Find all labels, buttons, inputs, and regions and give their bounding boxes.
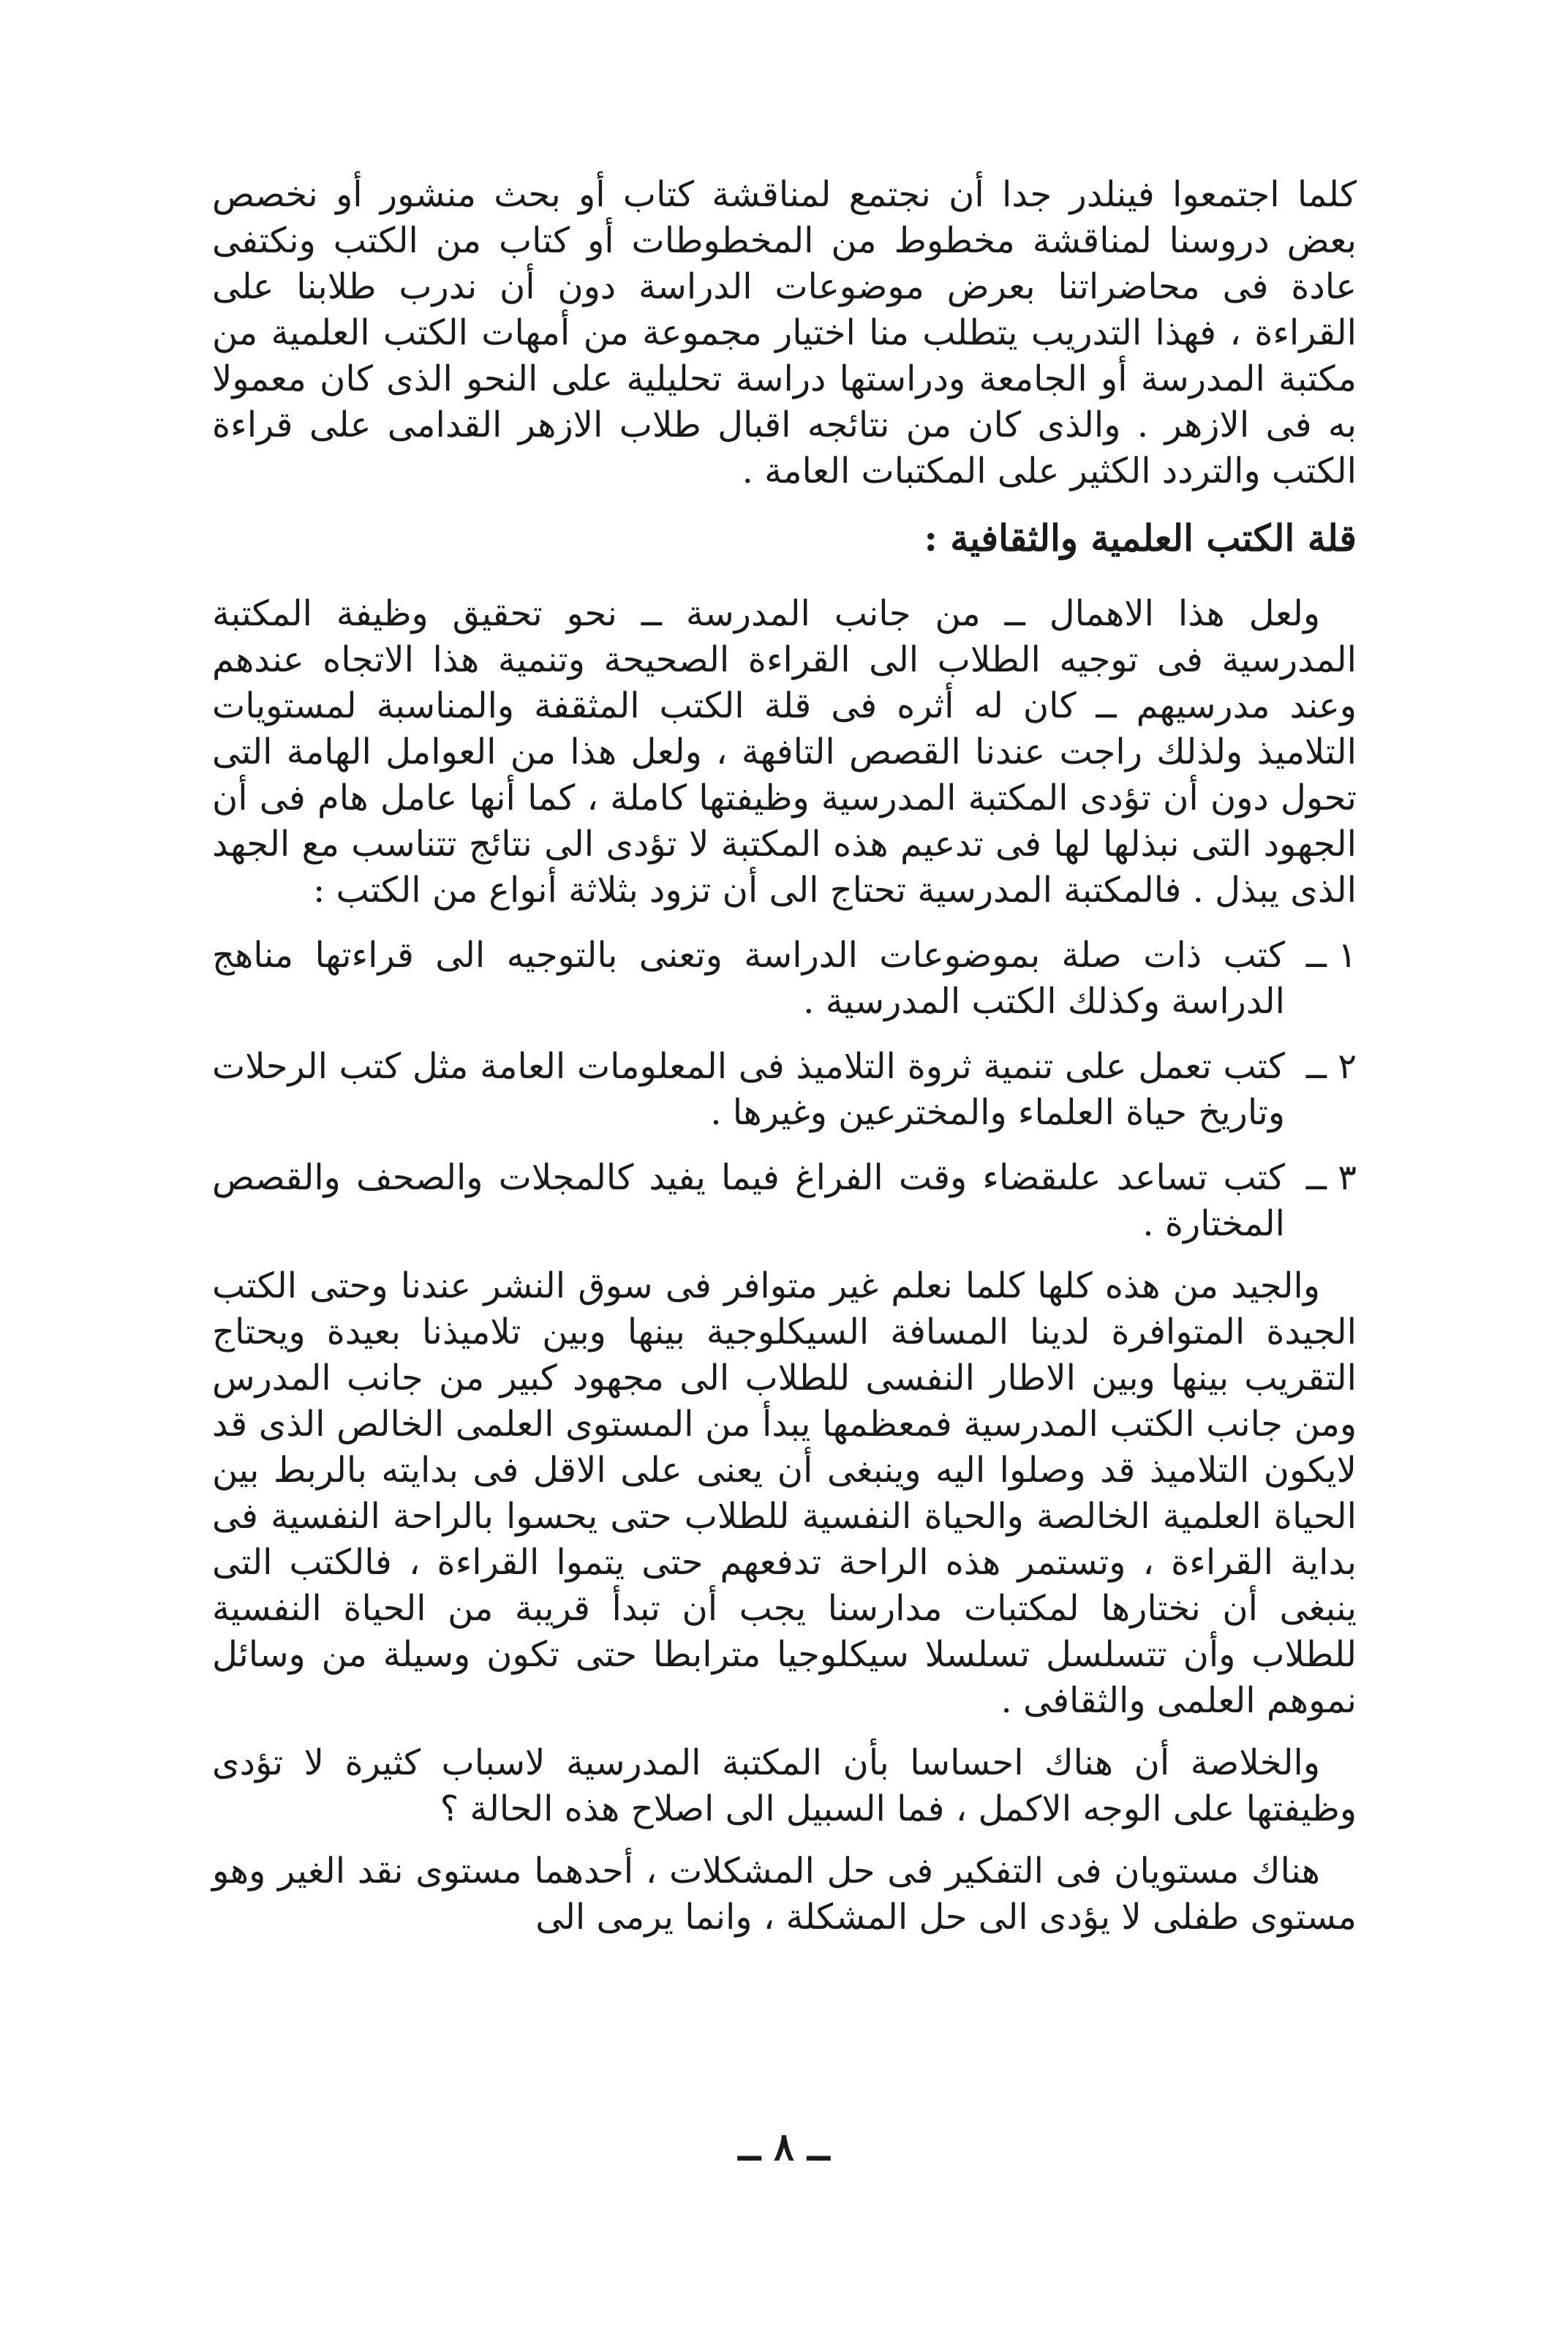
paragraph-problem-solving: هناك مستويان فى التفكير فى حل المشكلات ، أحدهما مستوى نقد الغير وهو مستوى طفلى لا يؤدى الى حل المشكلة ، وانما يرمى الى <box>212 1851 1357 1938</box>
page-number: ــ ٨ ــ <box>738 2125 830 2169</box>
list-marker: ٣ ــ <box>1305 1157 1357 1198</box>
list-item <box>212 1155 1357 1247</box>
paragraph-good-books: والجيد من هذه كلها كلما نعلم غير متوافر فى سوق النشر عندنا وحتى الكتب الجيدة المتوافرة لدينا المسافة السيكلوجية بينها وبين تلاميذنا بعيدة ويحتاج التقريب بينها وبين الاطار النفسى للطلاب الى مجهود كبير من جانب المدرس ومن جانب الكتب المدرسية فمعظمها يبدأ من المستوى العلمى الخالص الذى قد لايكون التلاميذ قد وصلوا اليه وينبغى أن يعنى على الاقل فى بدايته بالربط بين الحياة العلمية الخالصة والحياة النفسية للطلاب حتى يحسوا بالراحة النفسية فى بداية القراءة ، وتستمر هذه الراحة تدفعهم حتى يتموا القراءة ، فالكتب التى ينبغى أن نختارها لمكتبات مدارسنا يجب أن تبدأ قريبة من الحياة النفسية للطلاب وأن تتسلسل تسلسلا سيكلوجيا مترابطا حتى تكون وسيلة من وسائل نموهم العلمى والثقافى . <box>212 1265 1357 1721</box>
list-item <box>212 933 1357 1025</box>
list-marker: ١ ــ <box>1305 935 1357 976</box>
page-body <box>212 172 1357 1941</box>
paragraph-library-neglect: ولعل هذا الاهمال ــ من جانب المدرسة ــ نحو تحقيق وظيفة المكتبة المدرسية فى توجيه الطلاب الى القراءة الصحيحة وتنمية هذا الاتجاه عندهم وعند مدرسيهم ــ كان له أثره فى قلة الكتب المثقفة والمناسبة لمستويات التلاميذ ولذلك راجت عندنا القصص التافهة ، ولعل هذا من العوامل الهامة التى تحول دون أن تؤدى المكتبة المدرسية وظيفتها كاملة ، كما أنها عامل هام فى أن الجهود التى نبذلها لها فى تدعيم هذه المكتبة لا تؤدى الى نتائج تتناسب مع الجهد الذى يبذل . فالمكتبة المدرسية تحتاج الى أن تزود بثلاثة أنواع من الكتب : <box>212 593 1357 911</box>
list-item <box>212 1044 1357 1136</box>
paragraph-conclusion: والخلاصة أن هناك احساسا بأن المكتبة المدرسية لاسباب كثيرة لا تؤدى وظيفتها على الوجه الاكمل ، فما السبيل الى اصلاح هذه الحالة ؟ <box>212 1742 1357 1829</box>
list-item-text: كتب ذات صلة بموضوعات الدراسة وتعنى بالتوجيه الى قراءتها مناهج الدراسة وكذلك الكتب المدرسية . <box>212 935 1285 1022</box>
list-item-text: كتب تساعد علىقضاء وقت الفراغ فيما يفيد كالمجلات والصحف والقصص المختارة . <box>212 1157 1285 1244</box>
list-marker: ٢ ــ <box>1305 1046 1357 1087</box>
section-heading: قلة الكتب العلمية والثقافية : <box>924 516 1357 560</box>
intro-paragraph: كلما اجتمعوا فينلدر جدا أن نجتمع لمناقشة كتاب أو بحث منشور أو نخصص بعض دروسنا لمناقشة مخطوط من المخطوطات أو كتاب من الكتب ونكتفى عادة فى محاضراتنا بعرض موضوعات الدراسة دون أن ندرب طلابنا على القراءة ، فهذا التدريب يتطلب منا اختيار مجموعة من أمهات الكتب العلمية من مكتبة المدرسة أو الجامعة ودراستها دراسة تحليلية على النحو الذى كان معمولا به فى الازهر . والذى كان من نتائجه اقبال طلاب الازهر القدامى على قراءة الكتب والتردد الكثير على المكتبات العامة . <box>212 174 1357 492</box>
list-item-text: كتب تعمل على تنمية ثروة التلاميذ فى المعلومات العامة مثل كتب الرحلات وتاريخ حياة العلماء والمخترعين وغيرها . <box>212 1046 1285 1133</box>
